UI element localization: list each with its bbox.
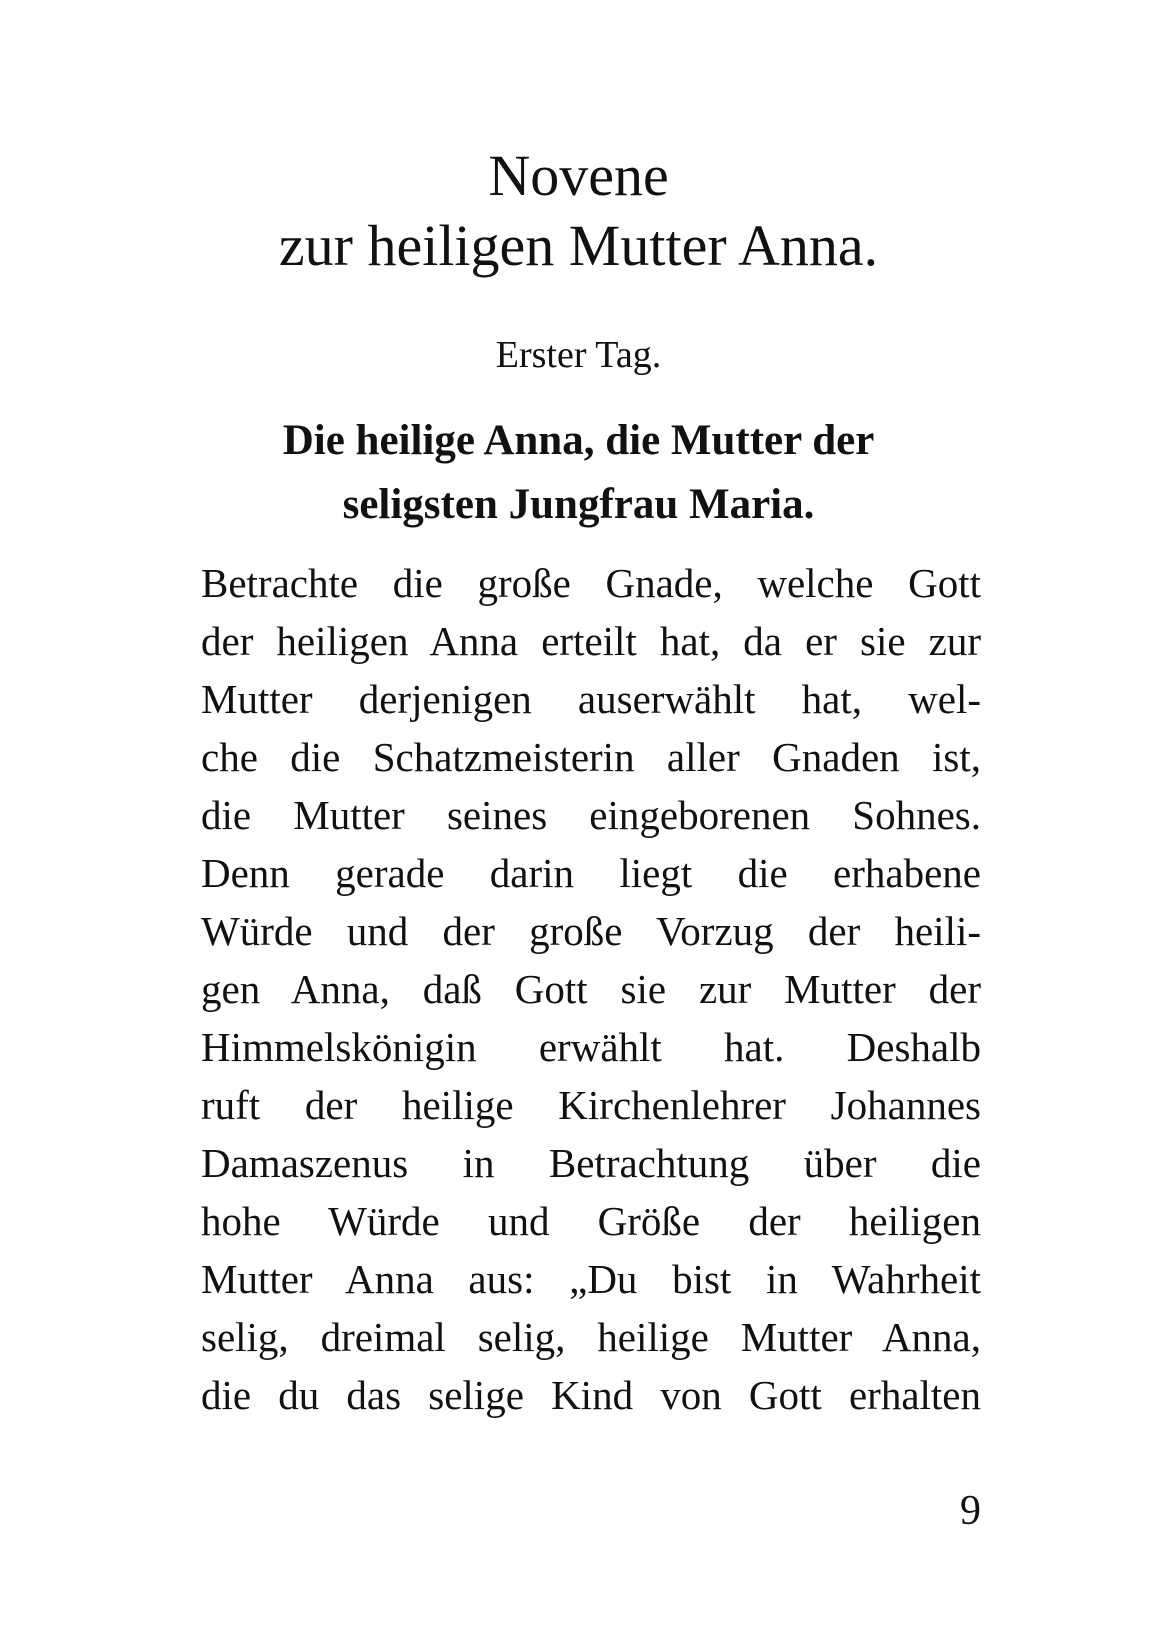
body-line: hohe Würde und Größe der heiligen <box>201 1198 981 1244</box>
day-label: Erster Tag. <box>495 334 662 376</box>
body-line: Denn gerade darin liegt die erhabene <box>201 850 981 896</box>
title-line-1: Novene <box>488 143 669 208</box>
body-line: Betrachte die große Gnade, welche Gott <box>201 560 981 606</box>
section-heading-line-1: Die heilige Anna, die Mutter der <box>282 417 875 464</box>
body-line: Himmelskönigin erwählt hat. Deshalb <box>201 1024 981 1070</box>
body-line: Würde und der große Vorzug der heili- <box>201 908 981 954</box>
page-number: 9 <box>960 1488 981 1534</box>
body-line: ruft der heilige Kirchenlehrer Johannes <box>201 1082 981 1128</box>
body-line: die Mutter seines eingeborenen Sohnes. <box>201 792 981 838</box>
body-line: die du das selige Kind von Gott erhalten <box>201 1372 981 1418</box>
body-line: gen Anna, daß Gott sie zur Mutter der <box>201 966 981 1012</box>
body-line: che die Schatzmeisterin aller Gnaden ist, <box>201 734 981 780</box>
section-heading-line-2: seligsten Jungfrau Maria. <box>342 481 815 528</box>
body-line: der heiligen Anna erteilt hat, da er sie zur <box>201 618 981 664</box>
body-line: Mutter derjenigen auserwählt hat, wel- <box>201 676 981 722</box>
body-line: selig, dreimal selig, heilige Mutter Anna, <box>201 1314 981 1360</box>
body-line: Damaszenus in Betrachtung über die <box>201 1140 981 1186</box>
title-line-2: zur heiligen Mutter Anna. <box>278 213 879 278</box>
body-line: Mutter Anna aus: „Du bist in Wahrheit <box>201 1256 981 1302</box>
